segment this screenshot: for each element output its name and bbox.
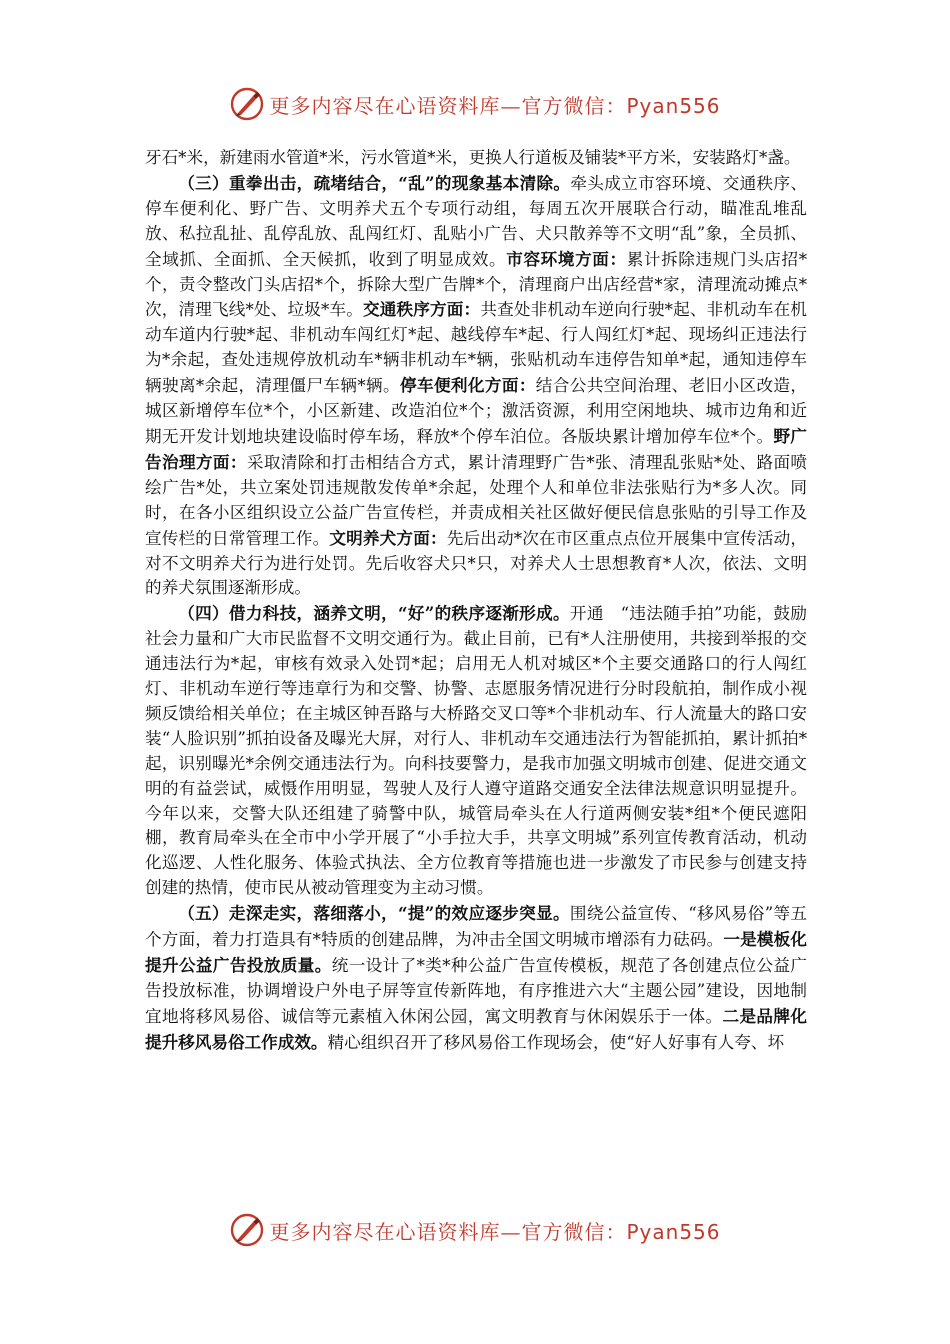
header-banner — [0, 84, 950, 124]
paragraph-text: 结合公共空间治理、老旧小区改造，城区新增停车位*个，小区新建、改造泊位*个；激活资源，利用空闲地块、城市边角和近期无开发计划地块建设临时停车场，释放*个停车泊位。各版块累计增加停车位*个。 — [145, 376, 808, 446]
section-heading: （五）走深走实，落细落小，“提”的效应逐步突显。 — [178, 903, 570, 924]
paragraph-text: 共查处非机动车逆向行驶*起、非机动车在机动车道内行驶*起、非机动车闯红灯*起、越线停车*起、行人闯红灯*起、现场纠正违法行为*余起，查处违规停放机动车*辆非机动车*辆，张贴机动车违停告知单*起，通知违停车辆驶离*余起，清理僵尸车辆*辆。 — [145, 300, 808, 396]
header-banner-text — [269, 90, 720, 119]
paragraph-text: 开通 “违法随手拍”功能，鼓励社会力量和广大市民监督不文明交通行为。截止目前，已有*人注册使用，共接到举报的交通违法行为*起，审核有效录入处罚*起；启用无人机对城区*个主要交通路口的行人闯红灯、非机动车逆行等违章行为和交警、协警、志愿服务情况进行分时段航拍，制作成小视频反馈给相关单位；在主城区钟吾路与大桥路交叉口等*个非机动车、行人流量大的路口安装“人脸识别”抓拍设备及曝光大屏，对行人、非机动车交通违法行为智能抓拍，累计抓拍*起，识别曝光*余例交通违法行为。向科技要警力，是我市加强文明城市创建、促进交通文明的有益尝试，威慑作用明显，驾驶人及行人遵守道路交通安全法律法规意识明显提升。今年以来，交警大队还组建了骑警中队，城管局牵头在人行道两侧安装*组*个便民遮阳棚，教育局牵头在全市中小学开展了“小手拉大手，共享文明城”系列宣传教育活动，机动化巡逻、人性化服务、体验式执法、全方位教育等措施也进一步激发了市民参与创建支持创建的热情，使市民从被动管理变为主动习惯。 — [145, 604, 808, 898]
paragraph-text: 牙石*米，新建雨水管道*米，污水管道*米，更换人行道板及铺装*平方米，安装路灯*盏。 — [145, 148, 801, 167]
footer-dash: — — [500, 1219, 522, 1244]
paragraph-text: 精心组织召开了移风易俗工作现场会，使“好人好事有人夸、坏 — [327, 1032, 785, 1052]
footer-wechat-id: Pyan556 — [626, 1219, 721, 1244]
subheading-civilized-dog: 文明养犬方面： — [329, 527, 447, 548]
header-wechat-id: Pyan556 — [626, 93, 721, 118]
paragraph-text: 采取清除和打击相结合方式，累计清理野广告*张、清理乱张贴*处、路面喷绘广告*处，共立案处罚违规散发传单*余起，处理个人和单位非法张贴行为*多人次。同时，在各小区组织设立公益广告宣传栏，并责成相关社区做好便民信息张贴的引导工作及宣传栏的日常管理工作。 — [145, 452, 808, 548]
section-heading: （四）借力科技，涵养文明，“好”的秩序逐渐形成。 — [178, 603, 570, 624]
paragraph-text: 统一设计了*类*种公益广告宣传模板，规范了各创建点位公益广告投放标准，协调增设户外电子屏等宣传新阵地，有序推进六大“主题公园”建设，因地制宜地将移风易俗、诚信等元素植入休闲公园，寓文明教育与休闲娱乐于一体。 — [145, 956, 807, 1026]
subheading-illegal-ads: 野广告治理方面： — [145, 425, 808, 472]
document-body — [145, 146, 807, 1056]
paragraph-text: 围绕公益宣传、“移风易俗”等五个方面，着力打造具有*特质的创建品牌，为冲击全国文明城市增添有力砝码。 — [145, 904, 808, 950]
footer-banner — [0, 1210, 950, 1250]
subheading-customs-reform: 二是品牌化提升移风易俗工作成效。 — [145, 1005, 807, 1052]
paragraph-continuation — [145, 146, 807, 171]
footer-banner-inner — [229, 1212, 720, 1248]
header-banner-inner — [229, 86, 720, 122]
subheading-city-environment: 市容环境方面： — [506, 248, 627, 269]
header-dash: — — [500, 93, 522, 118]
pen-logo-icon — [229, 1212, 265, 1248]
subheading-traffic-order: 交通秩序方面： — [363, 299, 481, 320]
pen-logo-icon — [229, 86, 265, 122]
footer-banner-text — [269, 1216, 720, 1245]
paragraph-text: 牵头成立市容环境、交通秩序、停车便利化、野广告、文明养犬五个专项行动组，每周五次开展联合行动，瞄准乱堆乱放、私拉乱扯、乱停乱放、乱闯红灯、乱贴小广告、犬只散养等不文明“乱”象，全员抓、全域抓、全面抓、全天候抓，收到了明显成效。 — [145, 173, 808, 269]
header-site-text: 更多内容尽在心语资料库 — [269, 93, 501, 118]
paragraph-section-4 — [145, 601, 807, 901]
header-wechat-label: 官方微信： — [521, 93, 627, 118]
footer-site-text: 更多内容尽在心语资料库 — [269, 1219, 501, 1244]
subheading-parking: 停车便利化方面： — [400, 375, 536, 396]
subheading-public-ads: 一是模板化提升公益广告投放质量。 — [145, 929, 807, 975]
section-heading: （三）重拳出击，疏堵结合，“乱”的现象基本清除。 — [178, 172, 571, 193]
paragraph-text: 先后出动*次在市区重点点位开展集中宣传活动，对不文明养犬行为进行处罚。先后收容犬只*只，对养犬人士思想教育*人次，依法、文明的养犬氛围逐渐形成。 — [145, 528, 808, 598]
paragraph-text: 累计拆除违规门头店招*个，责令整改门头店招*个，拆除大型广告牌*个，清理商户出店经营*家，清理流动摊点*次，清理飞线*处、垃圾*车。 — [145, 249, 808, 320]
paragraph-section-5 — [145, 901, 807, 1055]
footer-wechat-label: 官方微信： — [521, 1219, 627, 1244]
paragraph-section-3 — [145, 171, 807, 601]
